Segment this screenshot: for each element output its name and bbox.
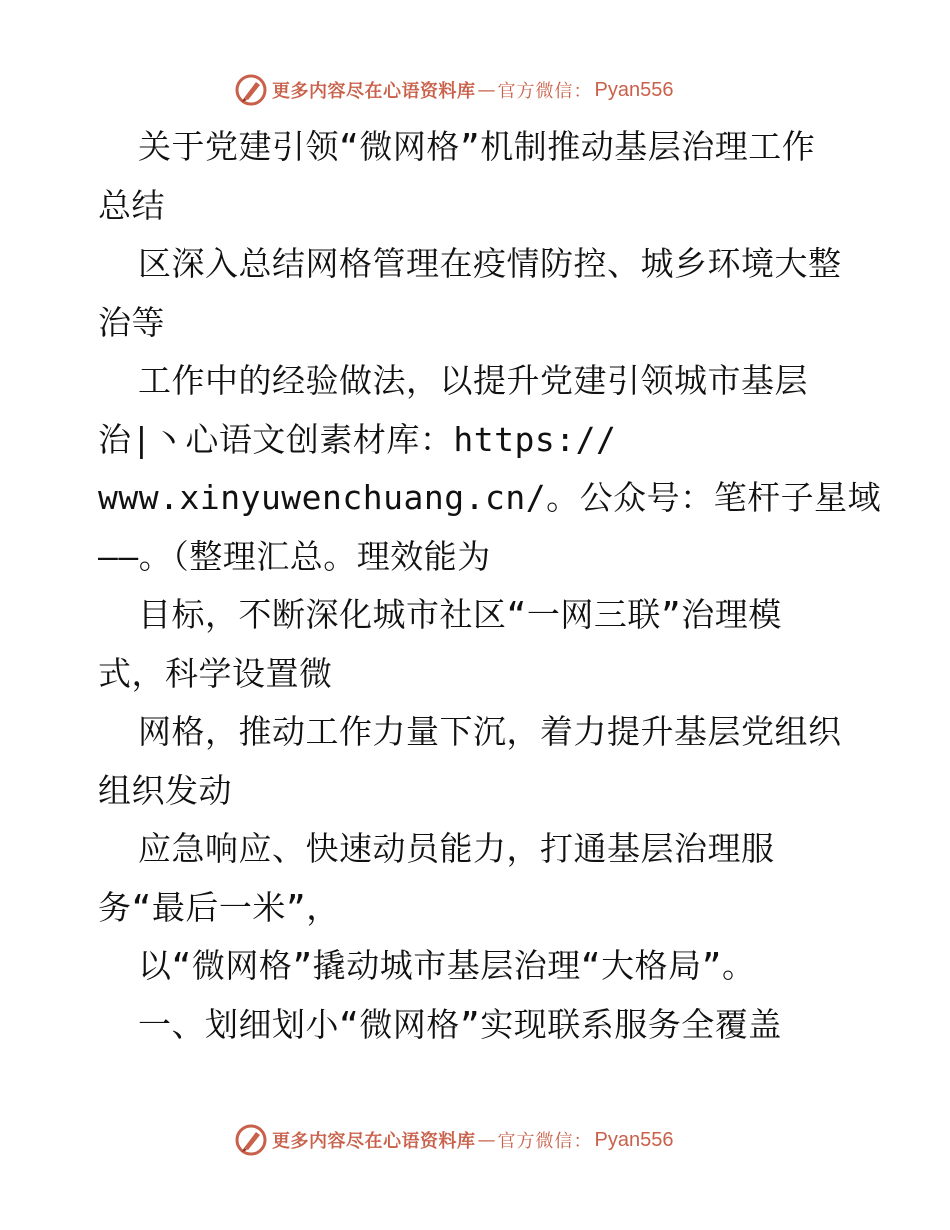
- text-line: 式，科学设置微: [98, 653, 333, 693]
- text-line: 目标，不断深化城市社区“一网三联”治理模: [138, 595, 782, 634]
- banner-dash: —: [477, 79, 496, 101]
- banner-wechat-id: Pyan556: [594, 78, 674, 101]
- text-line: 应急响应、快速动员能力，打通基层治理服: [138, 829, 775, 868]
- text-line: 工作中的经验做法，以提升党建引领城市基层: [138, 361, 808, 400]
- text-line: 网格，推动工作力量下沉，着力提升基层党组织: [138, 712, 842, 751]
- header-banner: [234, 72, 673, 108]
- text-line: 务“最后一米”，: [98, 887, 340, 927]
- banner-wechat-id: Pyan556: [594, 1128, 674, 1151]
- text-line: 一、划细划小“微网格”实现联系服务全覆盖: [138, 1004, 782, 1044]
- text-line: 总结: [98, 185, 165, 225]
- text-line: 以“微网格”撬动城市基层治理“大格局”。: [138, 946, 756, 985]
- banner-wechat-label: 官方微信：: [497, 81, 593, 102]
- text-line: 关于党建引领“微网格”机制推动基层治理工作: [138, 127, 816, 166]
- banner-text: 更多内容尽在心语资料库: [272, 1131, 476, 1152]
- text-line: 区深入总结网格管理在疫情防控、城乡环境大整: [138, 244, 842, 283]
- pen-logo-icon: [234, 1123, 268, 1157]
- banner-dash: —: [477, 1129, 496, 1151]
- text-line: www.xinyuwenchuang.cn/。公众号：笔杆子星域: [98, 478, 882, 517]
- text-line: 治等: [98, 302, 165, 342]
- pen-logo-icon: [234, 73, 268, 107]
- footer-banner: [234, 1122, 673, 1158]
- text-line: 治|丶心语文创素材库：https://: [98, 419, 617, 459]
- text-line: ——。（整理汇总。理效能为: [98, 536, 491, 576]
- banner-text: 更多内容尽在心语资料库: [272, 81, 476, 102]
- banner-wechat-label: 官方微信：: [497, 1131, 593, 1152]
- text-line: 组织发动: [98, 770, 232, 810]
- document-body: [98, 118, 882, 1054]
